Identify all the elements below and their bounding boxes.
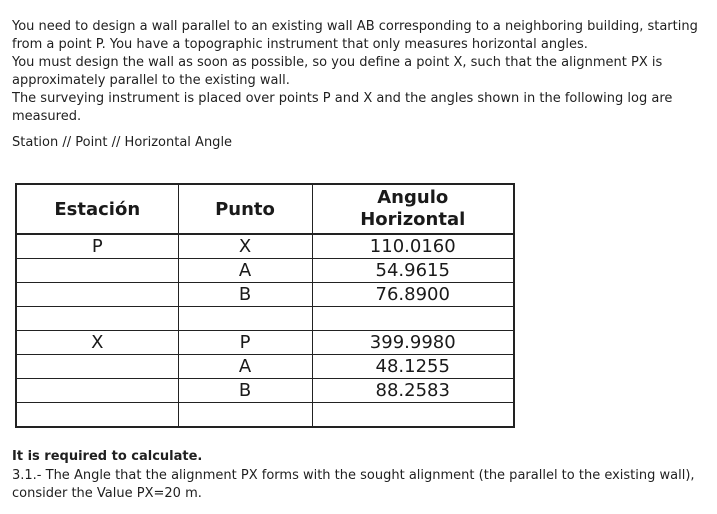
cell-angle <box>312 403 514 428</box>
table-caption: Station // Point // Horizontal Angle <box>12 135 233 150</box>
cell-point: P <box>178 331 312 355</box>
cell-angle <box>312 307 514 331</box>
cell-angle: 110.0160 <box>312 234 514 259</box>
table-row <box>16 331 514 355</box>
cell-angle: 88.2583 <box>312 379 514 403</box>
requirement-line: 3.1.- The Angle that the alignment PX forms with the sought alignment (the parallel to the existing wall), <box>12 468 695 483</box>
statement-line: You need to design a wall parallel to an existing wall AB corresponding to a neighboring building, starting <box>12 19 698 34</box>
cell-point: B <box>178 283 312 307</box>
table-row <box>16 403 514 428</box>
requirement-title: It is required to calculate. <box>12 449 203 464</box>
cell-station <box>16 259 178 283</box>
requirement-text <box>12 467 702 503</box>
statement-line: You must design the wall as soon as possible, so you define a point X, such that the alignment PX is <box>12 55 663 70</box>
header-angle-line: Horizontal <box>360 209 466 230</box>
cell-angle: 48.1255 <box>312 355 514 379</box>
header-point: Punto <box>178 184 312 234</box>
statement-line: approximately parallel to the existing wall. <box>12 73 290 88</box>
problem-statement <box>12 18 702 126</box>
cell-station <box>16 355 178 379</box>
cell-point: X <box>178 234 312 259</box>
table-row <box>16 379 514 403</box>
table-row <box>16 283 514 307</box>
table-row <box>16 234 514 259</box>
cell-station <box>16 283 178 307</box>
requirement-line: consider the Value PX=20 m. <box>12 486 202 501</box>
cell-station <box>16 379 178 403</box>
cell-station <box>16 307 178 331</box>
header-station: Estación <box>16 184 178 234</box>
cell-station <box>16 403 178 428</box>
cell-angle: 54.9615 <box>312 259 514 283</box>
header-horizontal-angle <box>312 184 514 234</box>
table-row <box>16 307 514 331</box>
table-header-row <box>16 184 514 234</box>
cell-point: B <box>178 379 312 403</box>
table-row <box>16 259 514 283</box>
cell-point: A <box>178 259 312 283</box>
cell-point: A <box>178 355 312 379</box>
cell-angle: 399.9980 <box>312 331 514 355</box>
cell-station: P <box>16 234 178 259</box>
cell-point <box>178 403 312 428</box>
header-angle-line: Angulo <box>377 187 449 208</box>
cell-angle: 76.8900 <box>312 283 514 307</box>
cell-point <box>178 307 312 331</box>
survey-log-table <box>15 183 515 428</box>
statement-line: measured. <box>12 109 82 124</box>
statement-line: The surveying instrument is placed over points P and X and the angles shown in the following log are <box>12 91 673 106</box>
statement-line: from a point P. You have a topographic instrument that only measures horizontal angles. <box>12 37 588 52</box>
table-row <box>16 355 514 379</box>
cell-station: X <box>16 331 178 355</box>
